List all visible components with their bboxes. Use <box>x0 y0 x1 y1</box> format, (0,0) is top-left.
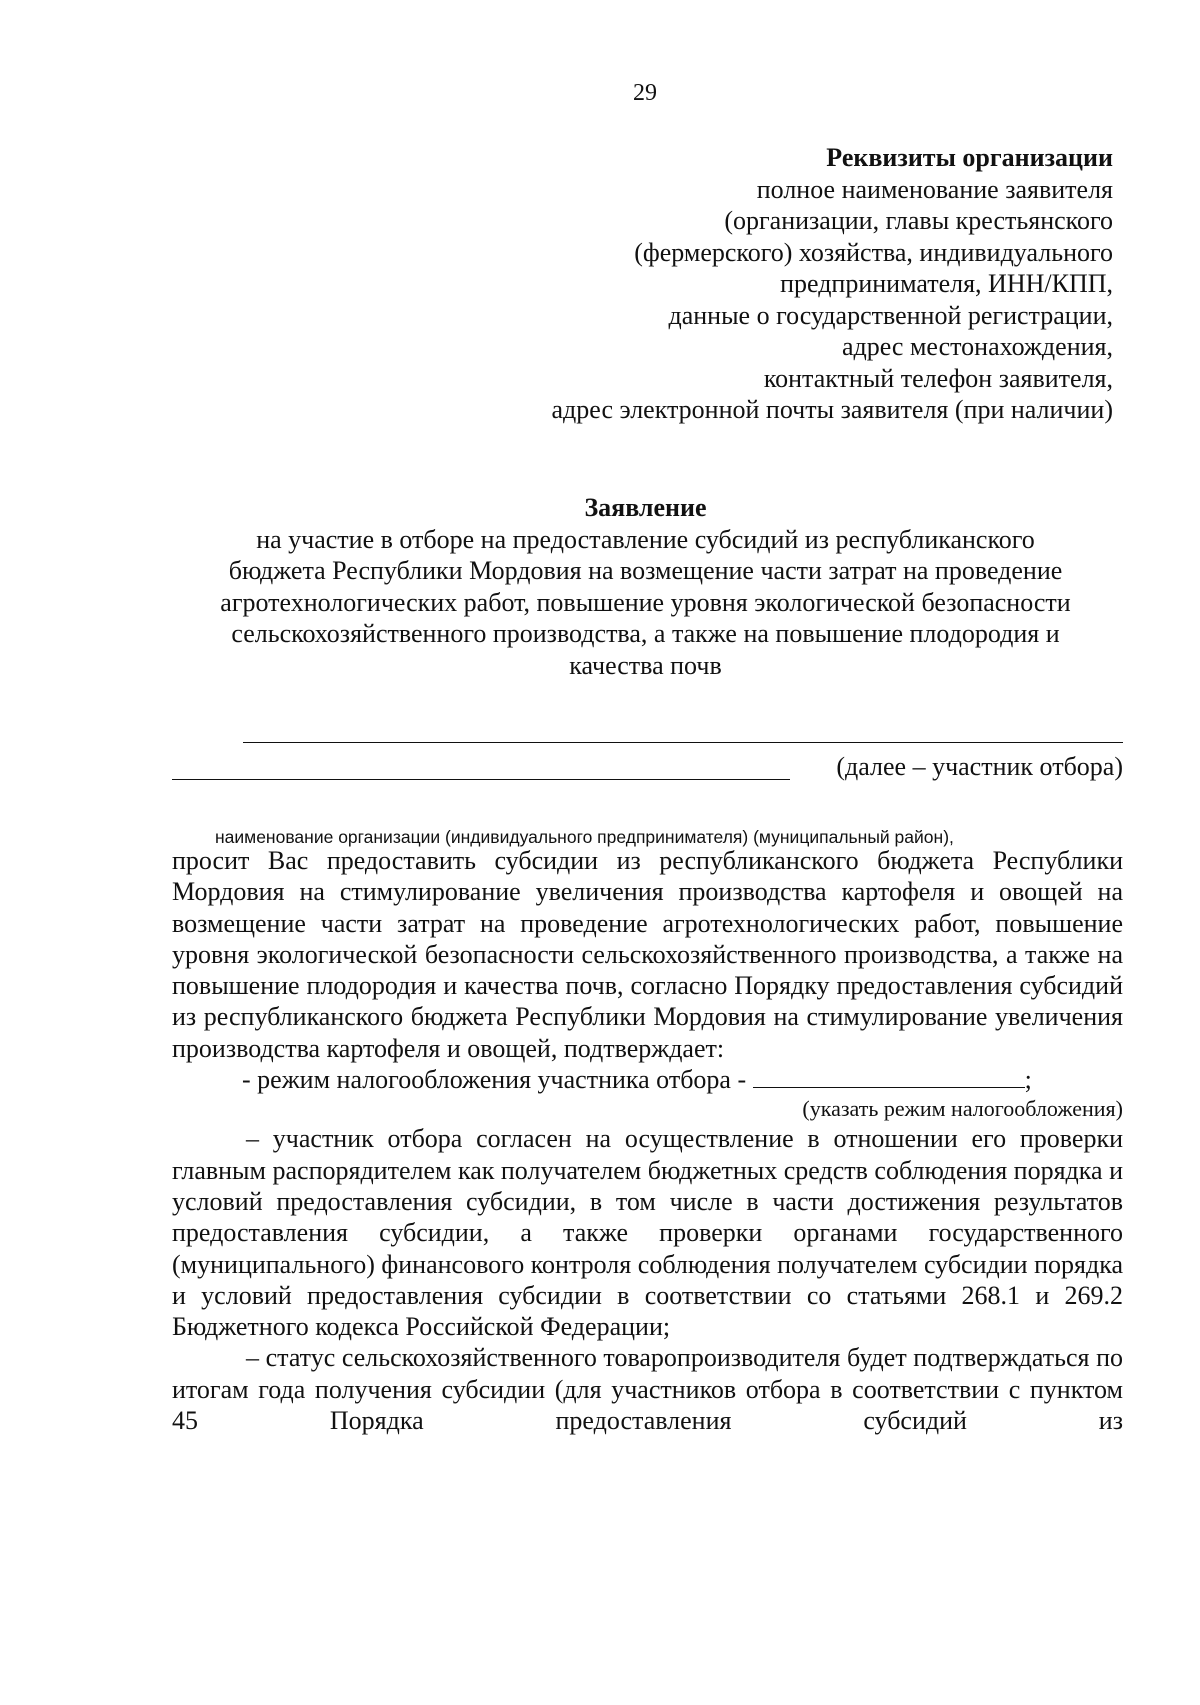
tax-regime-line <box>172 1064 1123 1095</box>
requisites-line: предпринимателя, ИНН/КПП, <box>780 269 1113 298</box>
requisites-line: адрес электронной почты заявителя (при наличии) <box>551 395 1113 424</box>
requisites-line: адрес местонахождения, <box>841 332 1113 361</box>
page-number: 29 <box>633 80 657 106</box>
statement-subtitle-line: бюджета Республики Мордовия на возмещение части затрат на проведение <box>228 556 1063 585</box>
statement-subtitle-line: качества почв <box>569 650 722 680</box>
tax-regime-caption: (указать режим налогообложения) <box>802 1096 1123 1122</box>
tax-regime-suffix: ; <box>1024 1065 1032 1095</box>
request-paragraph: просит Вас предоставить субсидии из республиканского бюджета Республики Мордовия на стимулирование увеличения производства картофеля и овощей на возмещение части затрат на проведение агротехнологических работ, повышение уровня экологической безопасности сельскохозяйственного производства, а также на повышение плодородия и качества почв, согласно Порядку предоставления субсидий из республиканского бюджета Республики Мордовия на стимулирование увеличения производства картофеля и овощей, подтверждает: <box>172 846 1123 1063</box>
requisites-block <box>413 142 1113 426</box>
organization-name-blank-line <box>243 742 1123 743</box>
organization-name-blank-line-2 <box>172 779 790 780</box>
requisites-line: контактный телефон заявителя, <box>763 363 1113 393</box>
requisites-line: полное наименование заявителя <box>756 174 1113 204</box>
tax-regime-blank <box>753 1065 1025 1088</box>
requisites-line: (организации, главы крестьянского <box>724 206 1113 235</box>
statement-heading <box>168 492 1123 681</box>
consent-paragraph: – участник отбора согласен на осуществление в отношении его проверки главным распорядителем как получателем бюджетных средств соблюдения порядка и условий предоставления субсидии, в том числе в части достижения результатов предоставления субсидии, а также проверки органами государственного (муниципального) финансового контроля соблюдения получателем субсидии порядка и условий предоставления субсидии в соответствии со статьями 268.1 и 269.2 Бюджетного кодекса Российской Федерации; <box>172 1124 1123 1342</box>
statement-title: Заявление <box>584 493 707 522</box>
statement-subtitle-line: сельскохозяйственного производства, а также на повышение плодородия и <box>231 619 1060 648</box>
statement-subtitle-line: агротехнологических работ, повышение уровня экологической безопасности <box>220 587 1071 617</box>
organization-caption: наименование организации (индивидуального предпринимателя) (муниципальный район), <box>215 827 954 847</box>
statement-subtitle-line: на участие в отборе на предоставление субсидий из республиканского <box>256 524 1035 554</box>
participant-row <box>172 752 1123 784</box>
requisites-line: (фермерского) хозяйства, индивидуального <box>634 237 1113 267</box>
tax-regime-prefix: - режим налогообложения участника отбора - <box>242 1065 747 1095</box>
participant-label: (далее – участник отбора) <box>836 752 1123 781</box>
requisites-line: данные о государственной регистрации, <box>668 300 1113 330</box>
status-paragraph: – статус сельскохозяйственного товаропроизводителя будет подтверждаться по итогам года получения субсидии (для участников отбора в соответствии с пунктом 45 Порядка предоставления субсидий из <box>172 1343 1123 1436</box>
requisites-title: Реквизиты организации <box>826 143 1113 172</box>
body-text <box>172 845 1123 1436</box>
